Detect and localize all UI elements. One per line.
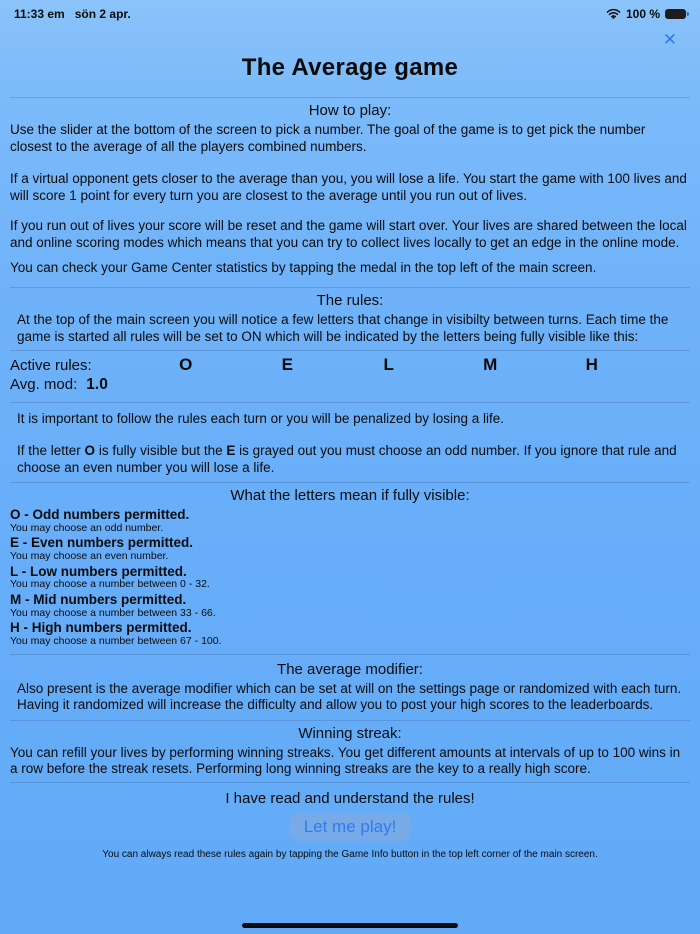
rule-letter-l: L xyxy=(383,355,394,375)
rules-important: It is important to follow the rules each turn or you will be penalized by losing a life. xyxy=(17,411,505,427)
avg-mod-label: Avg. mod: xyxy=(10,376,78,394)
letter-desc: You may choose an odd number. xyxy=(10,521,164,534)
confirm-statement: I have read and understand the rules! xyxy=(225,789,475,807)
section-winning-streak xyxy=(0,725,700,778)
rule-letter-m: M xyxy=(483,355,498,375)
letter-title: E - Even numbers permitted. xyxy=(10,535,194,551)
divider xyxy=(10,402,690,403)
how-to-play-paragraph: You can check your Game Center statistics by tapping the medal in the top left of the main screen. xyxy=(10,259,597,275)
footer-note: You can always read these rules again by tapping the Game Info button in the top left corner of the main screen. xyxy=(102,848,598,860)
winning-streak-text: You can refill your lives by performing winning streaks. You get different amounts at intervals of up to 100 wins in a row before the streak resets. Performing long winning streaks are the key to a really high score. xyxy=(10,744,681,777)
active-rules-row xyxy=(0,351,700,375)
rules-warning xyxy=(10,443,690,476)
letter-title: H - High numbers permitted. xyxy=(10,620,192,636)
rules-intro: At the top of the main screen you will notice a few letters that change in visibilty between turns. Each time the game is started all rules will be set to ON which will be indicated by the letters being fully visible like this: xyxy=(17,312,669,344)
section-rules xyxy=(0,292,700,476)
status-bar xyxy=(0,0,700,24)
avg-mod-row xyxy=(0,375,700,402)
wifi-icon xyxy=(606,8,621,19)
how-to-play-paragraph: Use the slider at the bottom of the screen to pick a number. The goal of the game is to get pick the number closest to the average of all the players combined numbers. xyxy=(10,122,646,154)
letter-title: L - Low numbers permitted. xyxy=(10,563,187,579)
battery-icon xyxy=(665,9,686,19)
active-rules-label: Active rules: xyxy=(10,356,92,374)
section-confirm xyxy=(0,790,700,861)
how-to-play-paragraph: If you run out of lives your score will be reset and the game will start over. Your lives are shared between the local and online scoring modes which means that you can try to collect lives locally to get an edge in the online mode. xyxy=(10,218,687,250)
letter-desc: You may choose a number between 33 - 66. xyxy=(10,606,216,619)
how-to-play-heading: How to play: xyxy=(308,102,392,119)
rules-warning-text: is grayed out you must choose an odd number. If you ignore that rule and choose an even number you will lose a life. xyxy=(17,442,677,475)
letter-title: O - Odd numbers permitted. xyxy=(10,507,190,523)
rules-warning-text: is fully visible but the xyxy=(95,442,227,458)
divider xyxy=(10,654,690,655)
letter-desc: You may choose a number between 67 - 100. xyxy=(10,634,222,647)
battery-percent: 100 % xyxy=(625,6,660,21)
let-me-play-button[interactable]: Let me play! xyxy=(289,813,412,841)
list-item xyxy=(10,507,690,534)
divider xyxy=(10,782,690,783)
list-item xyxy=(10,592,690,619)
letter-title: M - Mid numbers permitted. xyxy=(10,592,187,608)
rule-letter-h: H xyxy=(585,355,598,375)
list-item xyxy=(10,620,690,647)
home-indicator[interactable] xyxy=(242,923,458,929)
section-how-to-play xyxy=(0,102,700,276)
divider xyxy=(10,97,690,98)
letter-desc: You may choose an even number. xyxy=(10,549,169,562)
rules-warning-letter-o: O xyxy=(84,442,96,458)
rule-letter-o: O xyxy=(179,355,193,375)
rules-heading: The rules: xyxy=(316,292,384,310)
avg-mod-value: 1.0 xyxy=(86,376,108,394)
average-modifier-heading: The average modifier: xyxy=(277,660,423,678)
winning-streak-heading: Winning streak: xyxy=(298,724,402,742)
divider xyxy=(10,287,690,288)
close-icon[interactable]: ✕ xyxy=(662,30,677,49)
section-average-modifier xyxy=(0,661,700,714)
list-item xyxy=(10,564,690,591)
list-item xyxy=(10,535,690,562)
rule-letter-e: E xyxy=(281,355,293,375)
divider xyxy=(10,482,690,483)
how-to-play-paragraph: If a virtual opponent gets closer to the average than you, you will lose a life. You start the game with 100 lives and will score 1 point for every turn you are closest to the average until you run out of lives. xyxy=(10,171,687,203)
section-letters-meaning xyxy=(0,487,700,647)
status-time: 11:33 em xyxy=(14,6,65,21)
status-date: sön 2 apr. xyxy=(74,6,131,21)
letter-desc: You may choose a number between 0 - 32. xyxy=(10,578,210,591)
divider xyxy=(10,720,690,721)
rules-warning-letter-e: E xyxy=(226,442,236,458)
rules-warning-text: If the letter xyxy=(17,442,85,458)
average-modifier-text: Also present is the average modifier which can be set at will on the settings page or randomized with each turn. Having it randomized will increase the difficulty and allow you to post your high scores to the leaderboards. xyxy=(17,680,682,713)
letters-meaning-heading: What the letters mean if fully visible: xyxy=(230,487,470,505)
page-title: The Average game xyxy=(241,54,459,81)
